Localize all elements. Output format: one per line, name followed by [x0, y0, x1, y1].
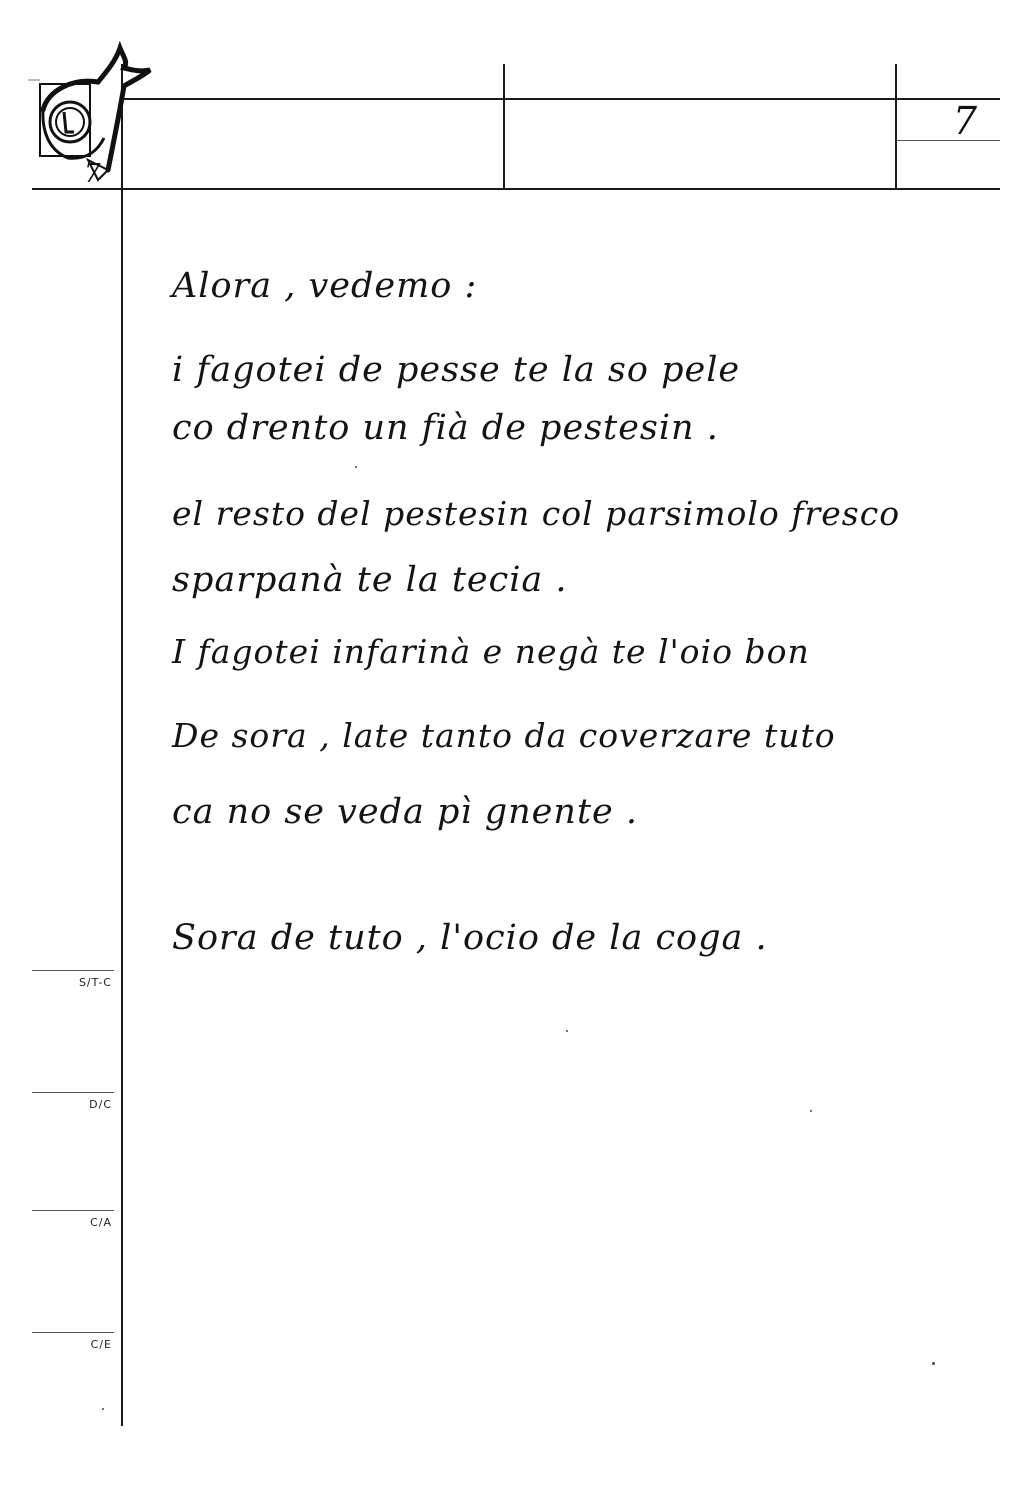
handwritten-line: el resto del pestesin col parsimolo fresco — [172, 494, 901, 533]
margin-label-stc: S/T-C — [78, 976, 112, 989]
handwritten-line: sparpanà te la tecia . — [172, 560, 568, 600]
left-margin-rule — [121, 64, 123, 1426]
header-divider-1 — [503, 64, 505, 188]
handwritten-line: I fagotei infarinà e negà te l'oio bon — [172, 632, 810, 671]
handwritten-line: ca no se veda pì gnente . — [172, 792, 638, 832]
scan-speck — [810, 1110, 812, 1112]
handwritten-line: Sora de tuto , l'ocio de la coga . — [172, 918, 768, 958]
corner-page-number: 7 — [84, 159, 101, 189]
margin-rule-stc — [32, 970, 114, 971]
scan-speck — [102, 1408, 104, 1410]
margin-label-ce: C/E — [90, 1338, 112, 1351]
page-number: 7 — [952, 99, 978, 143]
margin-rule-ce — [32, 1332, 114, 1333]
margin-label-ca: C/A — [90, 1216, 112, 1229]
margin-label-dc: D/C — [89, 1098, 112, 1111]
margin-rule-ca — [32, 1210, 114, 1211]
margin-rule-dc — [32, 1092, 114, 1093]
header-divider-2 — [895, 64, 897, 188]
scan-speck — [566, 1030, 568, 1032]
scan-speck — [932, 1362, 935, 1365]
scan-speck — [355, 466, 357, 468]
handwritten-line: De sora , late tanto da coverzare tuto — [172, 716, 836, 755]
header-bottom-rule — [32, 188, 1000, 190]
handwritten-line: Alora , vedemo : — [172, 266, 478, 306]
header-top-rule — [122, 98, 1000, 100]
handwritten-line: co drento un fià de pestesin . — [172, 408, 719, 448]
handwritten-line: i fagotei de pesse te la so pele — [172, 350, 741, 390]
